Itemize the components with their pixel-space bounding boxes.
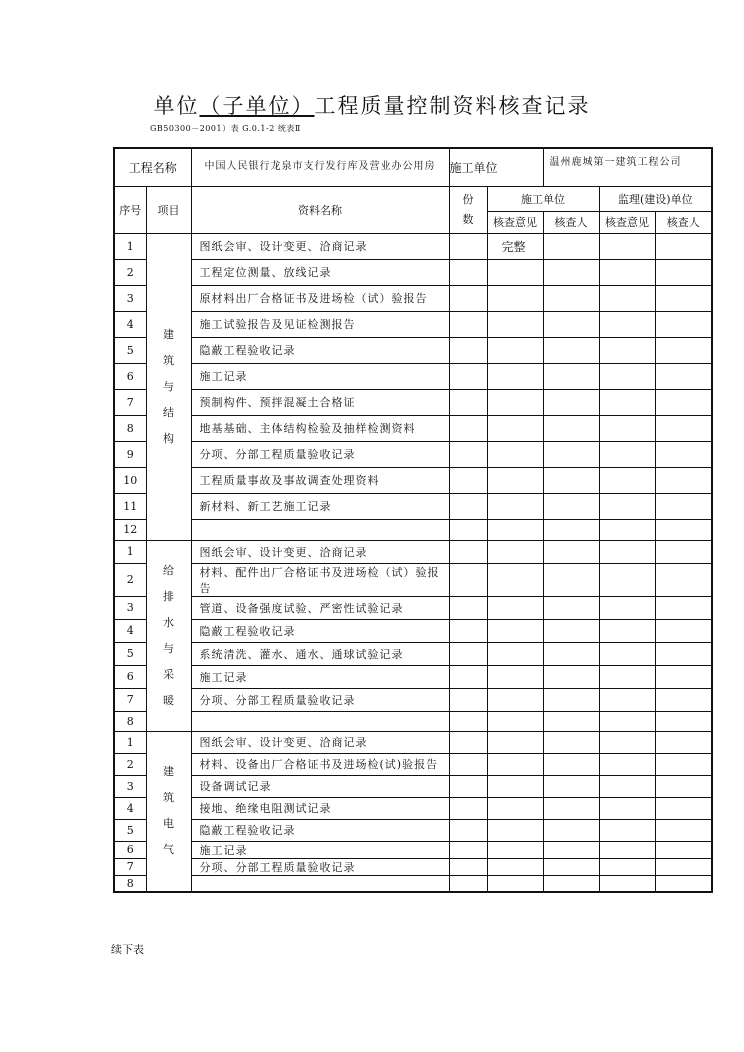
copies-cell[interactable] (449, 711, 487, 731)
copies-cell[interactable] (449, 415, 487, 441)
supervisor-opinion-cell[interactable] (599, 665, 655, 688)
document-name: 新材料、新工艺施工记录 (191, 493, 449, 519)
supervisor-opinion-cell[interactable] (599, 233, 655, 259)
supervisor-opinion-cell[interactable] (599, 285, 655, 311)
supervisor-checker-cell[interactable] (655, 753, 712, 775)
contractor-opinion-cell[interactable] (487, 259, 543, 285)
col-supervisor-header: 监理(建设)单位 (599, 186, 712, 211)
contractor-name[interactable]: 温州鹿城第一建筑工程公司 (543, 148, 712, 186)
copies-cell[interactable] (449, 467, 487, 493)
document-name: 分项、分部工程质量验收记录 (191, 441, 449, 467)
supervisor-opinion-cell[interactable] (599, 519, 655, 540)
contractor-checker-cell[interactable] (543, 337, 599, 363)
copies-cell[interactable] (449, 493, 487, 519)
supervisor-checker-cell[interactable] (655, 619, 712, 642)
table-row (114, 711, 712, 731)
copies-cell[interactable] (449, 540, 487, 563)
copies-cell[interactable] (449, 731, 487, 753)
supervisor-opinion-cell[interactable] (599, 858, 655, 875)
supervisor-checker-cell[interactable] (655, 441, 712, 467)
contractor-checker-cell[interactable] (543, 441, 599, 467)
copies-cell[interactable] (449, 819, 487, 841)
document-name: 分项、分部工程质量验收记录 (191, 688, 449, 711)
row-number: 6 (114, 841, 146, 858)
row-number: 1 (114, 540, 146, 563)
category-char: 水 (163, 615, 174, 629)
row-number: 9 (114, 441, 146, 467)
copies-cell[interactable] (449, 619, 487, 642)
contractor-opinion-cell[interactable] (487, 841, 543, 858)
col-copies-header (449, 186, 487, 233)
contractor-checker-cell[interactable] (543, 875, 599, 892)
table-row (114, 775, 712, 797)
contractor-checker-cell[interactable] (543, 540, 599, 563)
table-row (114, 285, 712, 311)
title-rest: 工程质量控制资料核查记录 (314, 94, 591, 118)
page-title (0, 90, 744, 120)
row-number: 6 (114, 665, 146, 688)
contractor-label: 施工单位 (449, 148, 543, 186)
table-row (114, 259, 712, 285)
supervisor-opinion-cell[interactable] (599, 311, 655, 337)
table-row (114, 363, 712, 389)
contractor-opinion-cell[interactable] (487, 563, 543, 596)
document-name: 地基基础、主体结构检验及抽样检测资料 (191, 415, 449, 441)
table-row (114, 389, 712, 415)
category-cell (146, 540, 191, 731)
document-name: 设备调试记录 (191, 775, 449, 797)
table-row (114, 619, 712, 642)
supervisor-opinion-cell[interactable] (599, 259, 655, 285)
supervisor-opinion-cell[interactable] (599, 819, 655, 841)
copies-cell[interactable] (449, 797, 487, 819)
contractor-opinion-cell[interactable] (487, 688, 543, 711)
table-row (114, 441, 712, 467)
contractor-checker-cell[interactable] (543, 841, 599, 858)
contractor-opinion-header: 核查意见 (487, 211, 543, 233)
copies-cell[interactable] (449, 363, 487, 389)
row-number: 5 (114, 642, 146, 665)
contractor-checker-cell[interactable] (543, 688, 599, 711)
table-row (114, 858, 712, 875)
contractor-checker-cell[interactable] (543, 363, 599, 389)
row-number: 5 (114, 337, 146, 363)
document-name: 材料、设备出厂合格证书及进场检(试)验报告 (191, 753, 449, 775)
project-row (114, 148, 712, 186)
row-number: 3 (114, 596, 146, 619)
table-row (114, 467, 712, 493)
row-number: 11 (114, 493, 146, 519)
contractor-checker-cell[interactable] (543, 642, 599, 665)
supervisor-checker-cell[interactable] (655, 337, 712, 363)
category-char: 结 (163, 405, 174, 419)
copies-cell[interactable] (449, 753, 487, 775)
copies-cell[interactable] (449, 337, 487, 363)
row-number: 8 (114, 711, 146, 731)
supervisor-checker-cell[interactable] (655, 596, 712, 619)
table-row (114, 337, 712, 363)
row-number: 4 (114, 311, 146, 337)
row-number: 12 (114, 519, 146, 540)
table-row (114, 875, 712, 892)
document-name: 隐蔽工程验收记录 (191, 819, 449, 841)
copies-cell[interactable] (449, 775, 487, 797)
quality-record-table (113, 147, 713, 893)
supervisor-checker-cell[interactable] (655, 519, 712, 540)
document-name (191, 711, 449, 731)
copies-cell[interactable] (449, 233, 487, 259)
document-name: 管道、设备强度试验、严密性试验记录 (191, 596, 449, 619)
supervisor-checker-cell[interactable] (655, 642, 712, 665)
table-row (114, 233, 712, 259)
table-row (114, 311, 712, 337)
row-number: 7 (114, 688, 146, 711)
copies-cell[interactable] (449, 441, 487, 467)
supervisor-checker-cell[interactable] (655, 841, 712, 858)
contractor-checker-cell[interactable] (543, 389, 599, 415)
supervisor-opinion-cell[interactable] (599, 493, 655, 519)
row-number: 8 (114, 415, 146, 441)
supervisor-checker-cell[interactable] (655, 688, 712, 711)
copies-cell[interactable] (449, 259, 487, 285)
contractor-opinion-cell[interactable] (487, 467, 543, 493)
supervisor-checker-cell[interactable] (655, 819, 712, 841)
row-number: 4 (114, 797, 146, 819)
supervisor-opinion-cell[interactable] (599, 441, 655, 467)
document-name: 原材料出厂合格证书及进场检（试）验报告 (191, 285, 449, 311)
contractor-checker-cell[interactable] (543, 233, 599, 259)
title-prefix: 单位 (153, 94, 200, 118)
contractor-opinion-cell[interactable] (487, 797, 543, 819)
document-name: 预制构件、预拌混凝土合格证 (191, 389, 449, 415)
supervisor-opinion-cell[interactable] (599, 875, 655, 892)
supervisor-opinion-cell[interactable] (599, 797, 655, 819)
col-docname-header: 资料名称 (191, 186, 449, 233)
supervisor-opinion-cell[interactable] (599, 415, 655, 441)
contractor-checker-cell[interactable] (543, 775, 599, 797)
copies-cell[interactable] (449, 311, 487, 337)
contractor-opinion-cell[interactable] (487, 363, 543, 389)
contractor-checker-cell[interactable] (543, 665, 599, 688)
contractor-checker-header: 核查人 (543, 211, 599, 233)
category-char: 与 (163, 379, 174, 393)
table-row (114, 731, 712, 753)
supervisor-checker-cell[interactable] (655, 389, 712, 415)
supervisor-opinion-cell[interactable] (599, 619, 655, 642)
supervisor-opinion-cell[interactable] (599, 467, 655, 493)
row-number: 5 (114, 819, 146, 841)
category-char: 建 (163, 765, 174, 779)
contractor-opinion-cell[interactable] (487, 311, 543, 337)
table-row (114, 797, 712, 819)
contractor-opinion-cell[interactable] (487, 519, 543, 540)
contractor-checker-cell[interactable] (543, 711, 599, 731)
row-number: 1 (114, 233, 146, 259)
document-name: 接地、绝缘电阻测试记录 (191, 797, 449, 819)
supervisor-opinion-cell[interactable] (599, 389, 655, 415)
supervisor-checker-header: 核查人 (655, 211, 712, 233)
row-number: 4 (114, 619, 146, 642)
supervisor-checker-cell[interactable] (655, 540, 712, 563)
copies-cell[interactable] (449, 642, 487, 665)
supervisor-opinion-cell[interactable] (599, 363, 655, 389)
category-char: 暖 (163, 693, 174, 707)
contractor-opinion-cell[interactable] (487, 731, 543, 753)
table-row (114, 519, 712, 540)
contractor-opinion-cell[interactable] (487, 441, 543, 467)
supervisor-checker-cell[interactable] (655, 731, 712, 753)
contractor-checker-cell[interactable] (543, 285, 599, 311)
contractor-opinion-cell[interactable] (487, 493, 543, 519)
category-char: 建 (163, 327, 174, 341)
contractor-checker-cell[interactable] (543, 596, 599, 619)
contractor-opinion-cell[interactable] (487, 415, 543, 441)
row-number: 2 (114, 563, 146, 596)
supervisor-checker-cell[interactable] (655, 259, 712, 285)
table-row (114, 596, 712, 619)
document-name: 分项、分部工程质量验收记录 (191, 858, 449, 875)
contractor-checker-cell[interactable] (543, 563, 599, 596)
supervisor-checker-cell[interactable] (655, 493, 712, 519)
copies-cell[interactable] (449, 858, 487, 875)
title-unit: （子单位） (199, 94, 315, 118)
copies-cell[interactable] (449, 285, 487, 311)
row-number: 1 (114, 731, 146, 753)
row-number: 8 (114, 875, 146, 892)
supervisor-checker-cell[interactable] (655, 467, 712, 493)
supervisor-opinion-cell[interactable] (599, 841, 655, 858)
supervisor-opinion-cell[interactable] (599, 337, 655, 363)
supervisor-opinion-cell[interactable] (599, 711, 655, 731)
contractor-opinion-cell[interactable] (487, 389, 543, 415)
contractor-checker-cell[interactable] (543, 858, 599, 875)
row-number: 2 (114, 259, 146, 285)
supervisor-checker-cell[interactable] (655, 665, 712, 688)
supervisor-checker-cell[interactable] (655, 311, 712, 337)
document-name: 施工试验报告及见证检测报告 (191, 311, 449, 337)
contractor-opinion-cell[interactable] (487, 819, 543, 841)
col-item-header: 项目 (146, 186, 191, 233)
copies-cell[interactable] (449, 875, 487, 892)
contractor-checker-cell[interactable] (543, 259, 599, 285)
row-number: 7 (114, 858, 146, 875)
supervisor-opinion-cell[interactable] (599, 596, 655, 619)
category-char: 气 (163, 843, 174, 857)
col-no-header: 序号 (114, 186, 146, 233)
contractor-opinion-cell[interactable] (487, 775, 543, 797)
table-row (114, 415, 712, 441)
header-row (114, 186, 712, 211)
copies-label-2: 数 (462, 212, 474, 226)
table-row (114, 841, 712, 858)
table-row (114, 493, 712, 519)
document-name: 施工记录 (191, 363, 449, 389)
contractor-opinion-cell[interactable] (487, 753, 543, 775)
contractor-opinion-cell[interactable] (487, 285, 543, 311)
document-name: 工程质量事故及事故调查处理资料 (191, 467, 449, 493)
table-row (114, 688, 712, 711)
contractor-opinion-cell[interactable] (487, 858, 543, 875)
contractor-opinion-cell[interactable] (487, 596, 543, 619)
contractor-checker-cell[interactable] (543, 467, 599, 493)
document-name (191, 519, 449, 540)
category-char: 筑 (163, 353, 174, 367)
row-number: 7 (114, 389, 146, 415)
contractor-checker-cell[interactable] (543, 819, 599, 841)
contractor-checker-cell[interactable] (543, 519, 599, 540)
contractor-opinion-cell[interactable] (487, 711, 543, 731)
document-name: 隐蔽工程验收记录 (191, 337, 449, 363)
document-name: 图纸会审、设计变更、洽商记录 (191, 233, 449, 259)
row-number: 3 (114, 285, 146, 311)
category-char: 排 (163, 589, 174, 603)
contractor-opinion-cell[interactable]: 完整 (487, 233, 543, 259)
table-row (114, 819, 712, 841)
supervisor-opinion-cell[interactable] (599, 642, 655, 665)
contractor-checker-cell[interactable] (543, 493, 599, 519)
document-name: 图纸会审、设计变更、洽商记录 (191, 540, 449, 563)
standard-reference: GB50300－2001）表 G.0.1-2 统表Ⅱ (150, 124, 301, 133)
contractor-opinion-cell[interactable] (487, 337, 543, 363)
contractor-opinion-cell[interactable] (487, 642, 543, 665)
category-cell (146, 233, 191, 540)
supervisor-checker-cell[interactable] (655, 363, 712, 389)
contractor-checker-cell[interactable] (543, 619, 599, 642)
document-name: 图纸会审、设计变更、洽商记录 (191, 731, 449, 753)
document-name: 工程定位测量、放线记录 (191, 259, 449, 285)
contractor-opinion-cell[interactable] (487, 875, 543, 892)
contractor-opinion-cell[interactable] (487, 665, 543, 688)
document-name (191, 875, 449, 892)
project-label: 工程名称 (114, 148, 191, 186)
copies-cell[interactable] (449, 519, 487, 540)
project-name[interactable]: 中国人民银行龙泉市支行发行库及营业办公用房 (191, 148, 449, 186)
row-number: 3 (114, 775, 146, 797)
supervisor-checker-cell[interactable] (655, 285, 712, 311)
document-name: 隐蔽工程验收记录 (191, 619, 449, 642)
copies-cell[interactable] (449, 688, 487, 711)
supervisor-checker-cell[interactable] (655, 875, 712, 892)
category-char: 与 (163, 641, 174, 655)
supervisor-checker-cell[interactable] (655, 797, 712, 819)
supervisor-opinion-cell[interactable] (599, 775, 655, 797)
copies-cell[interactable] (449, 563, 487, 596)
contractor-checker-cell[interactable] (543, 797, 599, 819)
table-row (114, 642, 712, 665)
table-row (114, 753, 712, 775)
contractor-opinion-cell[interactable] (487, 619, 543, 642)
supervisor-checker-cell[interactable] (655, 775, 712, 797)
supervisor-opinion-cell[interactable] (599, 688, 655, 711)
supervisor-opinion-cell[interactable] (599, 753, 655, 775)
copies-cell[interactable] (449, 665, 487, 688)
supervisor-opinion-cell[interactable] (599, 731, 655, 753)
copies-cell[interactable] (449, 596, 487, 619)
category-char: 电 (163, 817, 174, 831)
supervisor-checker-cell[interactable] (655, 711, 712, 731)
category-char: 采 (163, 667, 174, 681)
copies-cell[interactable] (449, 389, 487, 415)
contractor-checker-cell[interactable] (543, 415, 599, 441)
row-number: 6 (114, 363, 146, 389)
supervisor-opinion-cell[interactable] (599, 540, 655, 563)
supervisor-checker-cell[interactable] (655, 233, 712, 259)
table-row (114, 563, 712, 596)
category-char: 构 (163, 431, 174, 445)
document-name: 系统清洗、灌水、通水、通球试验记录 (191, 642, 449, 665)
document-name: 施工记录 (191, 841, 449, 858)
copies-cell[interactable] (449, 841, 487, 858)
category-char: 筑 (163, 791, 174, 805)
category-char: 给 (163, 563, 174, 577)
supervisor-opinion-cell[interactable] (599, 563, 655, 596)
contractor-checker-cell[interactable] (543, 311, 599, 337)
supervisor-checker-cell[interactable] (655, 858, 712, 875)
col-contractor-header: 施工单位 (487, 186, 599, 211)
document-name: 材料、配件出厂合格证书及进场检（试）验报告 (191, 563, 449, 596)
copies-label-1: 份 (462, 192, 474, 206)
row-number: 10 (114, 467, 146, 493)
supervisor-checker-cell[interactable] (655, 415, 712, 441)
continued-note: 续下表 (111, 943, 144, 956)
row-number: 2 (114, 753, 146, 775)
contractor-opinion-cell[interactable] (487, 540, 543, 563)
contractor-checker-cell[interactable] (543, 753, 599, 775)
contractor-checker-cell[interactable] (543, 731, 599, 753)
table-row (114, 665, 712, 688)
supervisor-opinion-header: 核查意见 (599, 211, 655, 233)
category-cell (146, 731, 191, 892)
supervisor-checker-cell[interactable] (655, 563, 712, 596)
table-row (114, 540, 712, 563)
document-name: 施工记录 (191, 665, 449, 688)
